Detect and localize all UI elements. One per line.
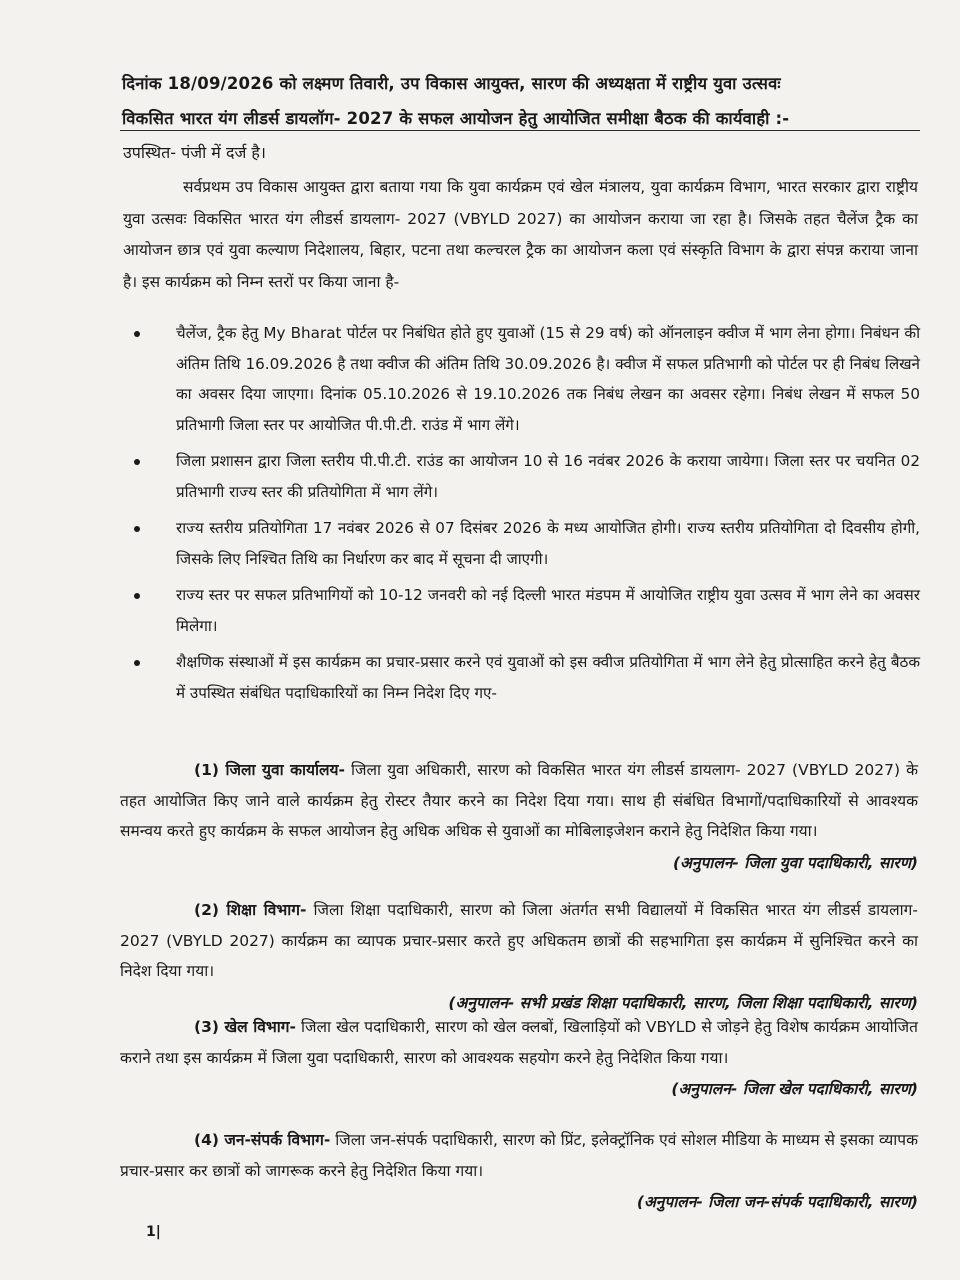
directive-heading: (1) जिला युवा कार्यालय- bbox=[194, 761, 345, 779]
intro-paragraph: सर्वप्रथम उप विकास आयुक्त द्वारा बताया गया कि युवा कार्यक्रम एवं खेल मंत्रालय, युवा कार्यक्रम विभाग, भारत सरकार द्वारा राष्ट्रीय युवा उत्सवः विकसित भारत यंग लीडर्स डायलाग- 2027 (VBYLD 2027) का आयोजन कराया जा रहा है। जिसके तहत चैलेंज ट्रैक का आयोजन छात्र एवं युवा कल्याण निदेशालय, बिहार, पटना तथा कल्चरल ट्रैक का आयोजन कला एवं संस्कृति विभाग के द्वारा संपन्न कराया जाना है। इस कार्यक्रम को निम्न स्तरों पर किया जाना है- bbox=[123, 178, 918, 291]
header-underline bbox=[120, 130, 920, 131]
attendance-note: उपस्थित- पंजी में दर्ज है। bbox=[123, 143, 266, 162]
compliance-note: (अनुपालन- जिला खेल पदाधिकारी, सारण) bbox=[671, 1080, 918, 1098]
compliance-note: (अनुपालन- जिला युवा पदाधिकारी, सारण) bbox=[672, 853, 918, 872]
bullet-text: शैक्षणिक संस्थाओं में इस कार्यक्रम का प्रचार-प्रसार करने एवं युवाओं को इस क्वीज प्रतियोगिता में भाग लेने हेतु प्रोत्साहित करने हेतु बैठक में उपस्थित संबंधित पदाधिकारियों का निम्न निदेश दिए गए- bbox=[176, 653, 920, 702]
bullet-item bbox=[120, 580, 920, 641]
compliance-note: (अनुपालन- जिला जन-संपर्क पदाधिकारी, सारण) bbox=[636, 1193, 918, 1211]
compliance-note: (अनुपालन- सभी प्रखंड शिक्षा पदाधिकारी, सारण, जिला शिक्षा पदाधिकारी, सारण) bbox=[448, 993, 918, 1012]
bullet-item bbox=[120, 647, 920, 708]
directive-text: जिला शिक्षा पदाधिकारी, सारण को जिला अंतर्गत सभी विद्यालयों में विकसित भारत यंग लीडर्स डायलाग- 2027 (VBYLD 2027) कार्यक्रम का व्यापक प्रचार-प्रसार करते हुए अधिकतम छात्रों की सहभागिता इस कार्यक्रम में सुनिश्चित करने का निदेश दिया गया। bbox=[120, 901, 918, 980]
page-number: 1| bbox=[146, 1224, 161, 1240]
bullet-text: राज्य स्तरीय प्रतियोगिता 17 नवंबर 2026 से 07 दिसंबर 2026 के मध्य आयोजित होगी। राज्य स्तरीय प्रतियोगिता दो दिवसीय होगी, जिसके लिए निश्चित तिथि का निर्धारण कर बाद में सूचना दी जाएगी। bbox=[176, 519, 920, 568]
directive-heading: (3) खेल विभाग- bbox=[194, 1018, 296, 1036]
title-line-2: विकसित भारत यंग लीडर्स डायलॉग- 2027 के सफल आयोजन हेतु आयोजित समीक्षा बैठक की कार्यवाही :- bbox=[122, 109, 790, 128]
directive-education bbox=[120, 895, 918, 1017]
bullet-dot bbox=[134, 593, 140, 599]
directive-public-relations bbox=[120, 1125, 918, 1216]
bullet-text: राज्य स्तर पर सफल प्रतिभागियों को 10-12 जनवरी को नई दिल्ली भारत मंडपम में आयोजित राष्ट्रीय युवा उत्सव में भाग लेने का अवसर मिलेगा। bbox=[176, 586, 920, 635]
directive-text: जिला जन-संपर्क पदाधिकारी, सारण को प्रिंट, इलेक्ट्रॉनिक एवं सोशल मीडिया के माध्यम से इसका व्यापक प्रचार-प्रसार कर छात्रों को जागरूक करने हेतु निदेशित किया गया। bbox=[120, 1131, 918, 1180]
bullet-dot bbox=[134, 526, 140, 532]
bullet-text: चैलेंज, ट्रैक हेतु My Bharat पोर्टल पर निबंधित होते हुए युवाओं (15 से 29 वर्ष) को ऑनलाइन क्वीज में भाग लेना होगा। निबंधन की अंतिम तिथि 16.09.2026 है तथा क्वीज की अंतिम तिथि 30.09.2026 है। क्वीज में सफल प्रतिभागी को पोर्टल पर ही निबंध लिखने का अवसर दिया जाएगा। दिनांक 05.10.2026 से 19.10.2026 तक निबंध लेखन का अवसर रहेगा। निबंध लेखन में सफल 50 प्रतिभागी जिला स्तर पर आयोजित पी.पी.टी. राउंड में भाग लेंगे। bbox=[176, 324, 920, 434]
bullet-item bbox=[120, 513, 920, 574]
bullet-list bbox=[120, 318, 920, 714]
directive-text: जिला खेल पदाधिकारी, सारण को खेल क्लबों, खिलाड़ियों को VBYLD से जोड़ने हेतु विशेष कार्यक्रम आयोजित कराने तथा इस कार्यक्रम में जिला युवा पदाधिकारी, सारण को आवश्यक सहयोग करने हेतु निदेशित किया गया। bbox=[120, 1018, 918, 1067]
bullet-dot bbox=[134, 660, 140, 666]
directive-text: जिला युवा अधिकारी, सारण को विकसित भारत यंग लीडर्स डायलाग- 2027 (VBYLD 2027) के तहत आयोजित किए जाने वाले कार्यक्रम हेतु रोस्टर तैयार करने का निदेश दिया गया। साथ ही संबंधित विभागों/पदाधिकारियों से आवश्यक समन्वय करते हुए कार्यक्रम के सफल आयोजन हेतु अधिक अधिक से युवाओं का मोबिलाइजेशन कराने हेतु निदेशित किया गया। bbox=[120, 761, 918, 840]
meeting-title bbox=[122, 66, 922, 136]
directive-youth-office bbox=[120, 755, 918, 877]
bullet-dot bbox=[134, 459, 140, 465]
bullet-text: जिला प्रशासन द्वारा जिला स्तरीय पी.पी.टी. राउंड का आयोजन 10 से 16 नवंबर 2026 के कराया जायेगा। जिला स्तर पर चयनित 02 प्रतिभागी राज्य स्तर की प्रतियोगिता में भाग लेंगे। bbox=[176, 452, 920, 501]
bullet-dot bbox=[134, 331, 140, 337]
directive-heading: (4) जन-संपर्क विभाग- bbox=[194, 1131, 331, 1149]
directive-sports bbox=[120, 1012, 918, 1103]
title-line-1: दिनांक 18/09/2026 को लक्ष्मण तिवारी, उप विकास आयुक्त, सारण की अध्यक्षता में राष्ट्रीय युवा उत्सवः bbox=[122, 74, 781, 93]
bullet-item bbox=[120, 446, 920, 507]
directive-heading: (2) शिक्षा विभाग- bbox=[194, 901, 307, 919]
bullet-item bbox=[120, 318, 920, 440]
